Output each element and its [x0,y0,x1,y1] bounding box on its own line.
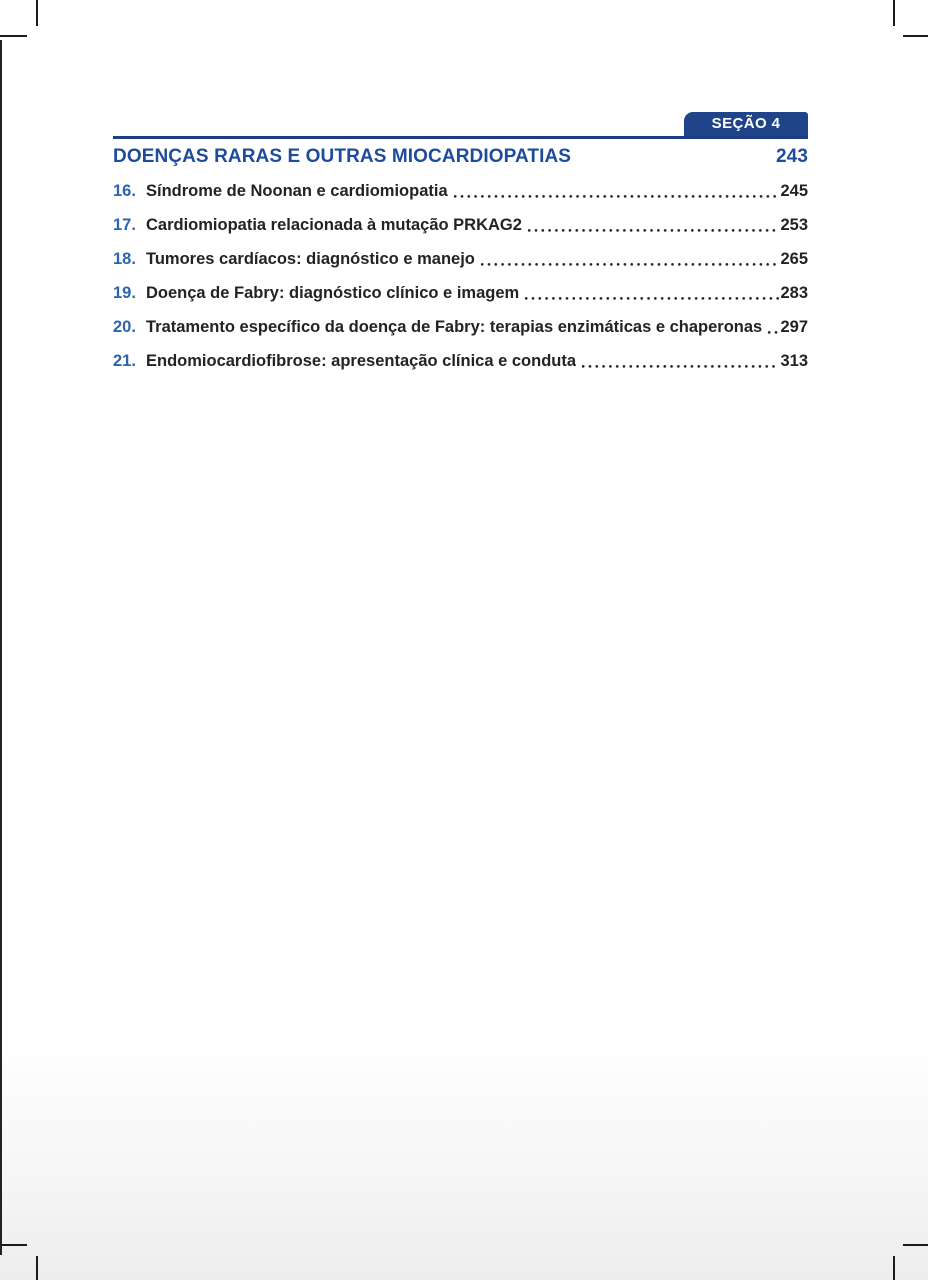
toc-entry-title: Síndrome de Noonan e cardiomiopatia [146,181,448,200]
dot-leader [581,364,779,369]
toc-entry-number: 21. [113,351,136,370]
toc-entry [113,180,808,202]
toc-entry [113,350,808,372]
toc-entry-title: Cardiomiopatia relacionada à mutação PRKAG2 [146,215,522,234]
toc-entry-page: 265 [780,249,808,268]
crop-mark-top-right-vertical [893,0,895,26]
toc-entry-page: 283 [780,283,808,302]
dot-leader [767,330,779,335]
toc-entry-page: 297 [780,317,808,336]
toc-list [113,180,808,372]
toc-entry-page: 245 [780,181,808,200]
toc-entry [113,248,808,270]
dot-leader [480,262,780,267]
toc-entry [113,316,808,338]
section-rule [113,136,808,139]
section-heading-title: DOENÇAS RARAS E OUTRAS MIOCARDIOPATIAS [113,145,572,167]
crop-mark-bottom-left-horizontal [0,1244,27,1246]
toc-entry-number: 17. [113,215,136,234]
crop-mark-bottom-right-horizontal [903,1244,928,1246]
toc-entry-page: 313 [780,351,808,370]
page-trim-edge-line [0,40,2,1255]
section-badge: SEÇÃO 4 [684,112,808,136]
toc-entry-title: Endomiocardiofibrose: apresentação clínica e conduta [146,351,577,370]
toc-entry-number: 18. [113,249,136,268]
crop-mark-top-left-vertical [36,0,38,26]
section-heading-row [113,146,808,168]
crop-mark-top-right-horizontal [903,35,928,37]
crop-mark-bottom-left-vertical [36,1256,38,1280]
crop-mark-top-left-horizontal [0,35,27,37]
dot-leader [527,228,780,233]
toc-entry-title: Tumores cardíacos: diagnóstico e manejo [146,249,475,268]
toc-page-content [113,110,808,372]
toc-entry-number: 16. [113,181,136,200]
dot-leader [524,296,779,301]
section-bar [113,110,808,136]
toc-entry-number: 20. [113,317,136,336]
toc-entry [113,214,808,236]
toc-entry-title: Doença de Fabry: diagnóstico clínico e imagem [146,283,520,302]
toc-entry-page: 253 [780,215,808,234]
crop-mark-bottom-right-vertical [893,1256,895,1280]
toc-entry [113,282,808,304]
toc-entry-number: 19. [113,283,136,302]
dot-leader [453,194,780,199]
section-heading-page-number: 243 [775,145,808,167]
toc-entry-title: Tratamento específico da doença de Fabry: terapias enzimáticas e chaperonas [146,317,763,336]
